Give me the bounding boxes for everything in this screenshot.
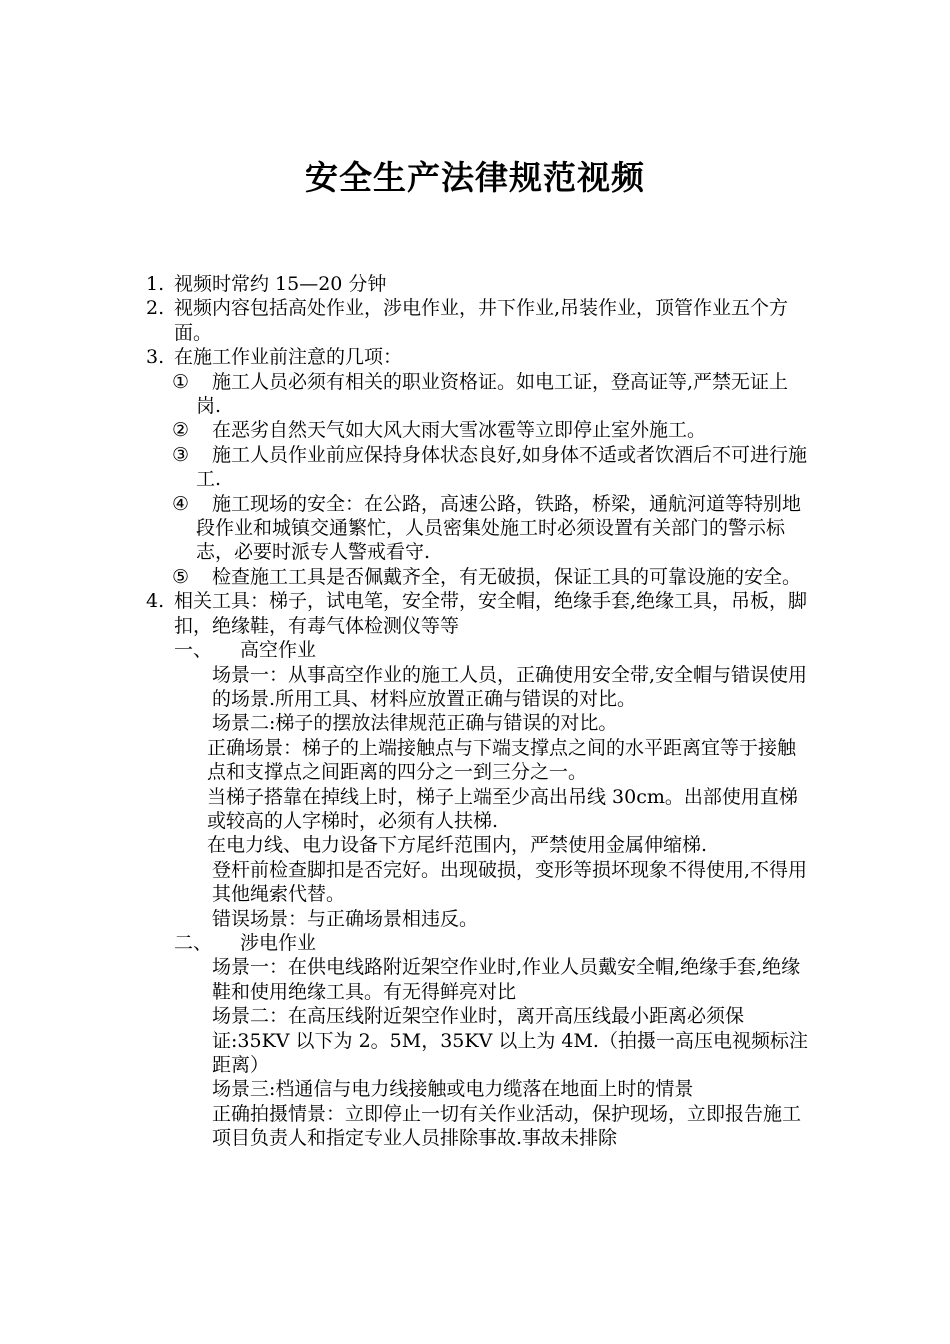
scene-paragraph: 正确场景：梯子的上端接触点与下端支撑点之间的水平距离宜等于接触点和支撑点之间距离的四分之一到三分之一。 — [207, 736, 797, 784]
list-number: 4. — [146, 590, 165, 613]
list-item — [0, 589, 950, 638]
scene-paragraph: 场景二:梯子的摆放法律规范正确与错误的对比。 — [212, 712, 618, 735]
scene-paragraph: 在电力线、电力设备下方尾纤范围内，严禁使用金属伸缩梯. — [207, 834, 708, 857]
sub-list-text: 检查施工工具是否佩戴齐全，有无破损，保证工具的可靠设施的安全。 — [212, 565, 802, 588]
page-title: 安全生产法律规范视频 — [305, 158, 645, 197]
list-text: 视频时常约 15—20 分钟 — [174, 273, 387, 295]
sub-list-text: 施工人员必须有相关的职业资格证。如电工证，登高证等,严禁无证上岗. — [196, 370, 789, 418]
list-text: 相关工具：梯子，试电笔，安全带，安全帽，绝缘手套,绝缘工具，吊板，脚扣，绝缘鞋，有毒气体检测仪等等 — [174, 590, 808, 637]
scene-paragraph: 场景一：从事高空作业的施工人员，正确使用安全带,安全帽与错误使用的场景.所用工具、材料应放置正确与错误的对比。 — [212, 663, 808, 710]
sub-list-item — [0, 492, 950, 565]
section-heading — [174, 931, 950, 955]
section-label: 高空作业 — [240, 639, 317, 662]
circled-number: ① — [172, 370, 190, 393]
sub-list-text: 在恶劣自然天气如大风大雨大雪冰雹等立即停止室外施工。 — [212, 419, 707, 442]
sub-list-item — [0, 370, 950, 419]
list-number: 3. — [146, 346, 165, 369]
circled-number: ⑤ — [172, 565, 190, 588]
sub-list-text: 施工现场的安全：在公路，高速公路，铁路，桥梁，通航河道等特别地段作业和城镇交通繁忙，人员密集处施工时必须设置有关部门的警示标志，必要时派专人警戒看守. — [196, 492, 802, 564]
scene-paragraph: 错误场景：与正确场景相违反。 — [212, 907, 479, 930]
sub-list-item — [0, 565, 950, 589]
scene-paragraph: 正确拍摄情景：立即停止一切有关作业活动，保护现场，立即报告施工项目负责人和指定专业人员排除事故.事故未排除 — [212, 1102, 802, 1150]
scene-paragraph: 当梯子搭靠在掉线上时，梯子上端至少高出吊线 30cm。出部使用直梯或较高的人字梯时，必须有人扶梯. — [207, 785, 798, 832]
sub-list-text: 施工人员作业前应保持身体状态良好,如身体不适或者饮酒后不可进行施工. — [196, 443, 808, 491]
list-item — [0, 296, 950, 345]
sub-list-item — [0, 443, 950, 492]
scene-paragraph: 场景二：在高压线附近架空作业时，离开高压线最小距离必须保证:35KV 以下为 2。5M，35KV 以上为 4M.（拍摄一高压电视频标注距离） — [212, 1005, 808, 1076]
sub-list-item — [0, 418, 950, 442]
scene-paragraph: 登杆前检查脚扣是否完好。出现破损，变形等损坏现象不得使用,不得用其他绳索代替。 — [212, 858, 808, 906]
circled-number: ② — [172, 419, 190, 442]
list-number: 2. — [146, 297, 165, 320]
circled-number: ④ — [172, 492, 190, 515]
list-number: 1. — [146, 273, 165, 295]
list-text: 视频内容包括高处作业，涉电作业，井下作业,吊装作业，顶管作业五个方面。 — [174, 297, 789, 344]
list-item — [0, 272, 950, 296]
circled-number: ③ — [172, 443, 190, 466]
section-heading — [174, 638, 950, 662]
scene-paragraph: 场景一：在供电线路附近架空作业时,作业人员戴安全帽,绝缘手套,绝缘鞋和使用绝缘工具。有无得鲜亮对比 — [212, 956, 801, 1003]
scene-paragraph: 场景三:档通信与电力线接触或电力缆落在地面上时的情景 — [212, 1078, 694, 1101]
section-label: 涉电作业 — [240, 931, 317, 954]
list-item — [0, 345, 950, 369]
section-number: 一、 — [174, 639, 213, 662]
document-body — [0, 272, 950, 1151]
list-text: 在施工作业前注意的几项： — [174, 346, 403, 369]
section-number: 二、 — [174, 931, 213, 954]
